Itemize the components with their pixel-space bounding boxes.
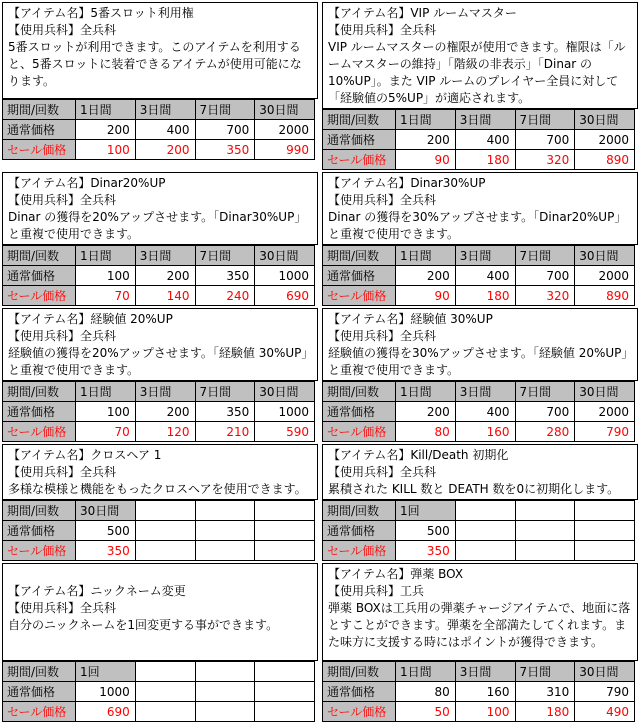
price-table [2, 661, 315, 722]
normal-price-cell: 700 [515, 266, 575, 286]
normal-price-label: 通常価格 [3, 682, 76, 702]
sale-price-cell: 890 [575, 286, 635, 306]
normal-price-row [3, 682, 315, 702]
item-class-line: 【使用兵科】全兵科 [328, 193, 437, 207]
normal-price-cell [575, 521, 635, 541]
period-col-header: 期間/回数 [3, 382, 76, 402]
sale-price-cell: 350 [76, 541, 136, 561]
period-cell: 3日間 [455, 662, 515, 682]
item-description-box [2, 172, 318, 245]
normal-price-cell: 200 [76, 120, 136, 140]
item-description-box [322, 563, 638, 661]
normal-price-row [323, 521, 635, 541]
period-cell: 30日間 [255, 100, 315, 120]
item-card [322, 172, 638, 306]
period-cell [135, 501, 195, 521]
normal-price-label: 通常価格 [323, 130, 396, 150]
normal-price-label: 通常価格 [3, 120, 76, 140]
sale-price-row [323, 422, 635, 442]
sale-price-cell: 90 [396, 150, 456, 170]
normal-price-label: 通常価格 [3, 521, 76, 541]
sale-price-cell: 320 [515, 150, 575, 170]
period-cell: 3日間 [455, 110, 515, 130]
normal-price-cell: 200 [135, 266, 195, 286]
period-cell [255, 501, 315, 521]
item-class-line: 【使用兵科】全兵科 [328, 329, 437, 343]
price-table [322, 245, 635, 306]
period-header-row [3, 662, 315, 682]
period-col-header: 期間/回数 [323, 110, 396, 130]
item-class-line: 【使用兵科】全兵科 [8, 23, 117, 37]
period-cell: 1日間 [396, 110, 456, 130]
period-cell: 1日間 [76, 382, 136, 402]
period-header-row [323, 246, 635, 266]
period-cell: 1日間 [396, 246, 456, 266]
normal-price-cell: 350 [195, 266, 255, 286]
period-cell: 1回 [396, 501, 456, 521]
item-card [322, 563, 638, 722]
period-cell: 7日間 [515, 382, 575, 402]
period-cell: 30日間 [255, 246, 315, 266]
sale-price-cell [255, 702, 315, 722]
item-card [2, 444, 318, 561]
item-class-line: 【使用兵科】全兵科 [328, 465, 437, 479]
sale-price-cell: 890 [575, 150, 635, 170]
normal-price-cell: 2000 [575, 266, 635, 286]
normal-price-cell: 2000 [255, 120, 315, 140]
item-name-line: 【アイテム名】弾薬 BOX [328, 567, 464, 581]
normal-price-row [3, 521, 315, 541]
sale-price-cell [195, 702, 255, 722]
period-cell [135, 662, 195, 682]
sale-price-row [3, 286, 315, 306]
period-cell: 7日間 [515, 246, 575, 266]
sale-price-row [323, 541, 635, 561]
price-table [322, 661, 635, 722]
period-cell [455, 501, 515, 521]
normal-price-cell: 200 [396, 266, 456, 286]
normal-price-cell: 1000 [255, 266, 315, 286]
period-header-row [323, 110, 635, 130]
normal-price-cell [255, 521, 315, 541]
sale-price-cell [455, 541, 515, 561]
item-card [2, 2, 318, 170]
normal-price-label: 通常価格 [323, 266, 396, 286]
sale-price-label: セール価格 [3, 422, 76, 442]
normal-price-label: 通常価格 [323, 402, 396, 422]
normal-price-label: 通常価格 [3, 266, 76, 286]
item-description-box [322, 308, 638, 381]
item-description: Dinar の獲得を20%アップさせます。「Dinar30%UP」と重複で使用できます。 [8, 210, 307, 241]
normal-price-row [323, 682, 635, 702]
normal-price-cell: 790 [575, 682, 635, 702]
price-table [2, 99, 315, 160]
sale-price-label: セール価格 [3, 541, 76, 561]
sale-price-row [3, 541, 315, 561]
normal-price-row [323, 130, 635, 150]
normal-price-cell: 310 [515, 682, 575, 702]
normal-price-row [323, 402, 635, 422]
sale-price-cell: 120 [135, 422, 195, 442]
period-col-header: 期間/回数 [3, 662, 76, 682]
sale-price-cell [515, 541, 575, 561]
normal-price-cell: 200 [396, 130, 456, 150]
item-class-line: 【使用兵科】全兵科 [8, 465, 117, 479]
normal-price-cell [135, 682, 195, 702]
period-cell: 3日間 [135, 382, 195, 402]
period-cell: 3日間 [455, 382, 515, 402]
item-name-line: 【アイテム名】5番スロット利用権 [8, 6, 194, 20]
normal-price-cell: 400 [455, 266, 515, 286]
sale-price-cell: 140 [135, 286, 195, 306]
price-table [2, 500, 315, 561]
normal-price-cell: 2000 [575, 402, 635, 422]
period-col-header: 期間/回数 [3, 246, 76, 266]
period-cell: 7日間 [515, 662, 575, 682]
item-card [2, 172, 318, 306]
item-description: 多様な模様と機能をもったクロスヘアを使用できます。 [8, 482, 307, 496]
normal-price-cell: 200 [396, 402, 456, 422]
sale-price-label: セール価格 [3, 702, 76, 722]
item-card [322, 2, 638, 170]
normal-price-cell: 200 [135, 402, 195, 422]
normal-price-cell: 700 [195, 120, 255, 140]
item-description: Dinar の獲得を30%アップさせます。「Dinar20%UP」と重複で使用できます。 [328, 210, 627, 241]
period-cell [255, 662, 315, 682]
sale-price-cell [255, 541, 315, 561]
item-name-line: 【アイテム名】クロスヘア 1 [8, 448, 162, 462]
period-header-row [3, 382, 315, 402]
item-name-line: 【アイテム名】Kill/Death 初期化 [328, 448, 509, 462]
normal-price-cell [135, 521, 195, 541]
period-cell: 3日間 [135, 100, 195, 120]
sale-price-cell: 210 [195, 422, 255, 442]
normal-price-row [3, 266, 315, 286]
item-class-line: 【使用兵科】全兵科 [8, 329, 117, 343]
sale-price-label: セール価格 [3, 286, 76, 306]
sale-price-cell: 990 [255, 140, 315, 160]
sale-price-cell: 590 [255, 422, 315, 442]
item-description-box [2, 2, 318, 99]
item-name-line: 【アイテム名】VIP ルームマスター [328, 6, 517, 20]
sale-price-label: セール価格 [3, 140, 76, 160]
period-cell: 7日間 [195, 382, 255, 402]
sale-price-cell: 100 [455, 702, 515, 722]
sale-price-cell: 490 [575, 702, 635, 722]
sale-price-label: セール価格 [323, 286, 396, 306]
item-description: 経験値の獲得を20%アップさせます。「経験値 30%UP」と重複で使用できます。 [8, 346, 308, 377]
price-table [322, 109, 635, 170]
normal-price-cell: 2000 [575, 130, 635, 150]
item-description: VIP ルームマスターの権限が使用できます。権限は「ルームマスターの維持」「階級の非表示」「Dinar の10%UP」。また VIP ルームのプレイヤー全員に対して「経験値の5%UP」が適応されます。 [328, 40, 626, 105]
sale-price-cell: 690 [255, 286, 315, 306]
item-class-line: 【使用兵科】全兵科 [8, 193, 117, 207]
sale-price-row [323, 286, 635, 306]
sale-price-row [3, 140, 315, 160]
period-cell: 30日間 [575, 110, 635, 130]
period-cell: 1日間 [396, 662, 456, 682]
sale-price-cell [575, 541, 635, 561]
item-card [2, 308, 318, 442]
sale-price-cell: 240 [195, 286, 255, 306]
sale-price-cell: 350 [396, 541, 456, 561]
period-cell: 30日間 [575, 662, 635, 682]
period-header-row [3, 246, 315, 266]
period-cell: 7日間 [515, 110, 575, 130]
item-class-line: 【使用兵科】全兵科 [8, 601, 117, 615]
period-cell: 7日間 [195, 100, 255, 120]
sale-price-cell: 50 [396, 702, 456, 722]
sale-price-row [323, 150, 635, 170]
period-col-header: 期間/回数 [323, 382, 396, 402]
sale-price-row [3, 702, 315, 722]
period-cell: 1日間 [396, 382, 456, 402]
sale-price-cell: 350 [195, 140, 255, 160]
item-card [322, 308, 638, 442]
normal-price-cell: 400 [455, 130, 515, 150]
normal-price-cell: 350 [195, 402, 255, 422]
period-cell: 1日間 [76, 246, 136, 266]
sale-price-cell: 690 [76, 702, 136, 722]
item-class-line: 【使用兵科】全兵科 [328, 23, 437, 37]
item-class-line: 【使用兵科】工兵 [328, 584, 425, 598]
sale-price-cell: 320 [515, 286, 575, 306]
item-description: 5番スロットが利用できます。このアイテムを利用すると、5番スロットに装着できるアイテムが使用可能になります。 [8, 40, 302, 88]
normal-price-label: 通常価格 [3, 402, 76, 422]
normal-price-cell: 100 [76, 266, 136, 286]
item-name-line: 【アイテム名】経験値 20%UP [8, 312, 173, 326]
normal-price-cell [455, 521, 515, 541]
period-cell: 3日間 [135, 246, 195, 266]
sale-price-row [323, 702, 635, 722]
item-description-box [322, 172, 638, 245]
normal-price-cell: 160 [455, 682, 515, 702]
normal-price-cell [515, 521, 575, 541]
period-col-header: 期間/回数 [3, 501, 76, 521]
normal-price-cell [195, 682, 255, 702]
item-description-box [322, 444, 638, 500]
sale-price-cell: 70 [76, 286, 136, 306]
sale-price-cell: 180 [455, 150, 515, 170]
sale-price-cell: 160 [455, 422, 515, 442]
period-cell: 7日間 [195, 246, 255, 266]
normal-price-cell: 100 [76, 402, 136, 422]
period-cell [195, 662, 255, 682]
normal-price-row [323, 266, 635, 286]
normal-price-cell [195, 521, 255, 541]
period-cell: 30日間 [255, 382, 315, 402]
normal-price-cell: 400 [135, 120, 195, 140]
item-name-line: 【アイテム名】経験値 30%UP [328, 312, 493, 326]
normal-price-label: 通常価格 [323, 521, 396, 541]
item-description: 経験値の獲得を30%アップさせます。「経験値 20%UP」と重複で使用できます。 [328, 346, 628, 377]
item-description-box [322, 2, 638, 109]
item-description: 自分のニックネームを1回変更する事ができます。 [8, 618, 279, 632]
item-description-box [2, 308, 318, 381]
normal-price-cell: 1000 [255, 402, 315, 422]
item-name-line: 【アイテム名】Dinar30%UP [328, 176, 486, 190]
period-col-header: 期間/回数 [323, 501, 396, 521]
item-card [2, 563, 318, 722]
period-cell: 1日間 [76, 100, 136, 120]
item-description: 累積された KILL 数と DEATH 数を0に初期化します。 [328, 482, 620, 496]
period-col-header: 期間/回数 [323, 662, 396, 682]
normal-price-cell: 700 [515, 130, 575, 150]
sale-price-label: セール価格 [323, 422, 396, 442]
sale-price-cell: 80 [396, 422, 456, 442]
normal-price-cell: 400 [455, 402, 515, 422]
item-description-box [2, 563, 318, 661]
normal-price-cell: 500 [396, 521, 456, 541]
sale-price-cell: 180 [515, 702, 575, 722]
price-table [322, 381, 635, 442]
period-cell [575, 501, 635, 521]
sale-price-cell [195, 541, 255, 561]
sale-price-cell [135, 541, 195, 561]
normal-price-cell: 700 [515, 402, 575, 422]
normal-price-row [3, 402, 315, 422]
item-description-box [2, 444, 318, 500]
period-cell: 30日間 [575, 246, 635, 266]
sale-price-cell: 180 [455, 286, 515, 306]
sale-price-label: セール価格 [323, 702, 396, 722]
normal-price-cell: 1000 [76, 682, 136, 702]
period-header-row [323, 501, 635, 521]
period-col-header: 期間/回数 [323, 246, 396, 266]
period-cell [195, 501, 255, 521]
item-name-line: 【アイテム名】Dinar20%UP [8, 176, 166, 190]
sale-price-cell [135, 702, 195, 722]
price-table [2, 245, 315, 306]
item-name-line: 【アイテム名】ニックネーム変更 [8, 584, 186, 598]
period-header-row [323, 662, 635, 682]
normal-price-row [3, 120, 315, 140]
sale-price-cell: 790 [575, 422, 635, 442]
sale-price-cell: 90 [396, 286, 456, 306]
item-card [322, 444, 638, 561]
sale-price-cell: 200 [135, 140, 195, 160]
sale-price-label: セール価格 [323, 150, 396, 170]
period-cell: 30日間 [76, 501, 136, 521]
period-cell: 30日間 [575, 382, 635, 402]
sale-price-cell: 70 [76, 422, 136, 442]
normal-price-cell: 500 [76, 521, 136, 541]
sale-price-row [3, 422, 315, 442]
period-cell: 3日間 [455, 246, 515, 266]
sale-price-cell: 280 [515, 422, 575, 442]
normal-price-label: 通常価格 [323, 682, 396, 702]
sale-price-cell: 100 [76, 140, 136, 160]
period-header-row [3, 501, 315, 521]
period-header-row [323, 382, 635, 402]
period-header-row [3, 100, 315, 120]
period-cell: 1回 [76, 662, 136, 682]
price-table [2, 381, 315, 442]
period-col-header: 期間/回数 [3, 100, 76, 120]
item-description: 弾薬 BOXは工兵用の弾薬チャージアイテムで、地面に落とすことができます。弾薬を全部満たしてくれます。また味方に支援する時にはポイントが獲得できます。 [328, 601, 631, 649]
period-cell [515, 501, 575, 521]
sale-price-label: セール価格 [323, 541, 396, 561]
normal-price-cell: 80 [396, 682, 456, 702]
price-table [322, 500, 635, 561]
normal-price-cell [255, 682, 315, 702]
